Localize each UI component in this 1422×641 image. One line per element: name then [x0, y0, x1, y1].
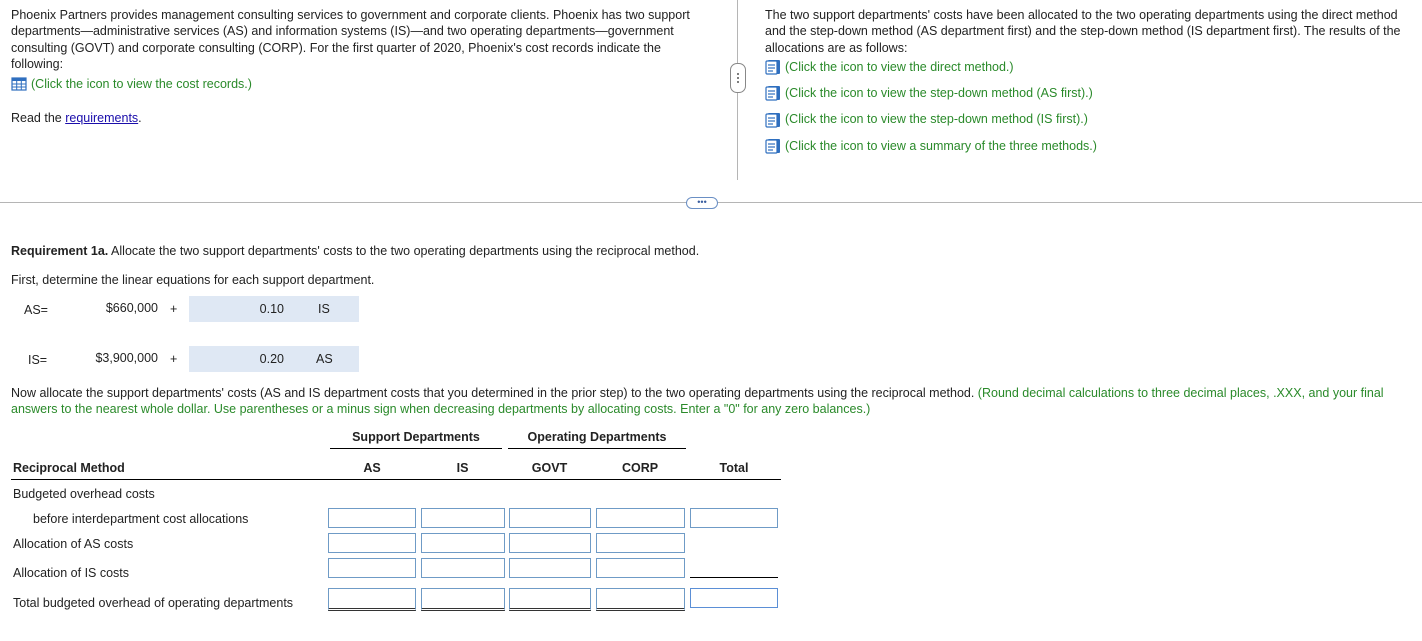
input-total-as[interactable] — [328, 588, 416, 611]
method-link-2[interactable] — [765, 111, 1415, 127]
row-label-budgeted: Budgeted overhead costs — [13, 487, 155, 501]
as-equation-plus: + — [170, 302, 178, 316]
read-prefix: Read the — [11, 111, 66, 126]
table-header-rule — [11, 479, 781, 480]
operating-departments-header: Operating Departments — [527, 430, 667, 444]
col-as: AS — [363, 461, 381, 475]
input-total-total[interactable] — [690, 588, 778, 608]
document-icon[interactable] — [765, 138, 781, 154]
requirement-text: Allocate the two support departments' costs to the two operating departments using the reciprocal method. — [108, 244, 700, 258]
methods-panel — [765, 7, 1415, 154]
intro-paragraph: Phoenix Partners provides management consulting services to government and corporate clients. Phoenix has two support departments—administrative services (AS) and information systems (IS)—and two operating departments—government consulting (GOVT) and corporate consulting (CORP). For the first quarter of 2020, Phoenix's cost records indicate the following: — [11, 8, 690, 71]
as-equation-dept[interactable]: IS — [318, 302, 330, 316]
method-link-1[interactable] — [765, 85, 1415, 101]
is-equation-dept[interactable]: AS — [316, 352, 333, 366]
input-total-is[interactable] — [421, 588, 505, 611]
method-link-label[interactable]: (Click the icon to view the step-down method (IS first).) — [785, 112, 1088, 127]
vertical-dots-icon — [736, 71, 740, 85]
row-label-total-operating: Total budgeted overhead of operating departments — [13, 596, 294, 610]
requirements-link[interactable]: requirements — [65, 111, 139, 126]
input-alloc-as-govt[interactable] — [509, 533, 591, 553]
read-suffix: . — [138, 111, 142, 126]
requirement-label: Requirement 1a. — [11, 244, 109, 258]
requirement-heading — [11, 244, 699, 258]
instructions-green: (Round decimal calculations to three decimal places, .XXX, and your final answers to the nearest whole dollar. Use parentheses or a minus sign when decreasing departments by allocating costs. Enter a "0" for any zero balances.) — [11, 386, 1384, 416]
operating-header-rule — [508, 448, 686, 449]
col-govt: GOVT — [531, 461, 568, 475]
method-link-label[interactable]: (Click the icon to view the step-down method (AS first).) — [785, 86, 1093, 101]
horizontal-resize-handle[interactable]: ••• — [686, 197, 718, 209]
document-icon[interactable] — [765, 85, 781, 101]
input-alloc-as-as[interactable] — [328, 533, 416, 553]
cost-records-label[interactable]: (Click the icon to view the cost records.) — [31, 77, 252, 92]
input-before-as[interactable] — [328, 508, 416, 528]
input-alloc-is-govt[interactable] — [509, 558, 591, 578]
input-alloc-as-is[interactable] — [421, 533, 505, 553]
is-equation-amount: $3,900,000 — [95, 351, 158, 365]
input-total-corp[interactable] — [596, 588, 685, 611]
vertical-resize-handle[interactable] — [730, 63, 746, 93]
col-corp: CORP — [621, 461, 659, 475]
input-before-govt[interactable] — [509, 508, 591, 528]
row-label-allocation-as: Allocation of AS costs — [13, 537, 134, 551]
reciprocal-method-label: Reciprocal Method — [13, 461, 125, 475]
problem-intro — [11, 7, 711, 127]
col-is: IS — [456, 461, 469, 475]
read-requirements — [11, 110, 711, 126]
input-before-corp[interactable] — [596, 508, 685, 528]
input-alloc-is-corp[interactable] — [596, 558, 685, 578]
row-label-before-allocations: before interdepartment cost allocations — [33, 512, 249, 526]
is-equation-coef[interactable]: 0.20 — [259, 352, 284, 366]
is-equation-plus: + — [170, 352, 178, 366]
step-instruction: First, determine the linear equations for each support department. — [11, 273, 375, 287]
col-total: Total — [719, 461, 749, 475]
cost-records-link[interactable] — [11, 76, 711, 92]
input-alloc-is-as[interactable] — [328, 558, 416, 578]
input-alloc-is-is[interactable] — [421, 558, 505, 578]
row-label-allocation-is: Allocation of IS costs — [13, 566, 130, 580]
methods-paragraph: The two support departments' costs have been allocated to the two operating departments using the direct method and the step-down method (AS department first) and the step-down method (IS department first). The results of the allocations are as follows: — [765, 8, 1401, 55]
support-departments-header: Support Departments — [352, 430, 480, 444]
method-link-3[interactable] — [765, 138, 1415, 154]
method-link-label[interactable]: (Click the icon to view a summary of the three methods.) — [785, 138, 1097, 153]
table-grid-icon[interactable] — [11, 76, 27, 92]
document-icon[interactable] — [765, 112, 781, 128]
input-total-govt[interactable] — [509, 588, 591, 611]
method-link-label[interactable]: (Click the icon to view the direct method.) — [785, 59, 1014, 74]
as-equation-amount: $660,000 — [105, 301, 158, 315]
allocation-instructions — [11, 385, 1416, 417]
instructions-text: Now allocate the support departments' costs (AS and IS department costs that you determined in the prior step) to the two operating departments using the reciprocal method. — [11, 386, 978, 400]
input-before-is[interactable] — [421, 508, 505, 528]
is-equation-lhs: IS= — [28, 353, 48, 367]
as-equation-lhs: AS= — [24, 303, 48, 317]
as-equation-coef[interactable]: 0.10 — [259, 302, 284, 316]
method-link-0[interactable] — [765, 59, 1415, 75]
input-before-total[interactable] — [690, 508, 778, 528]
input-alloc-as-corp[interactable] — [596, 533, 685, 553]
document-icon[interactable] — [765, 59, 781, 75]
support-header-rule — [330, 448, 502, 449]
total-subtotal-rule — [690, 577, 778, 578]
